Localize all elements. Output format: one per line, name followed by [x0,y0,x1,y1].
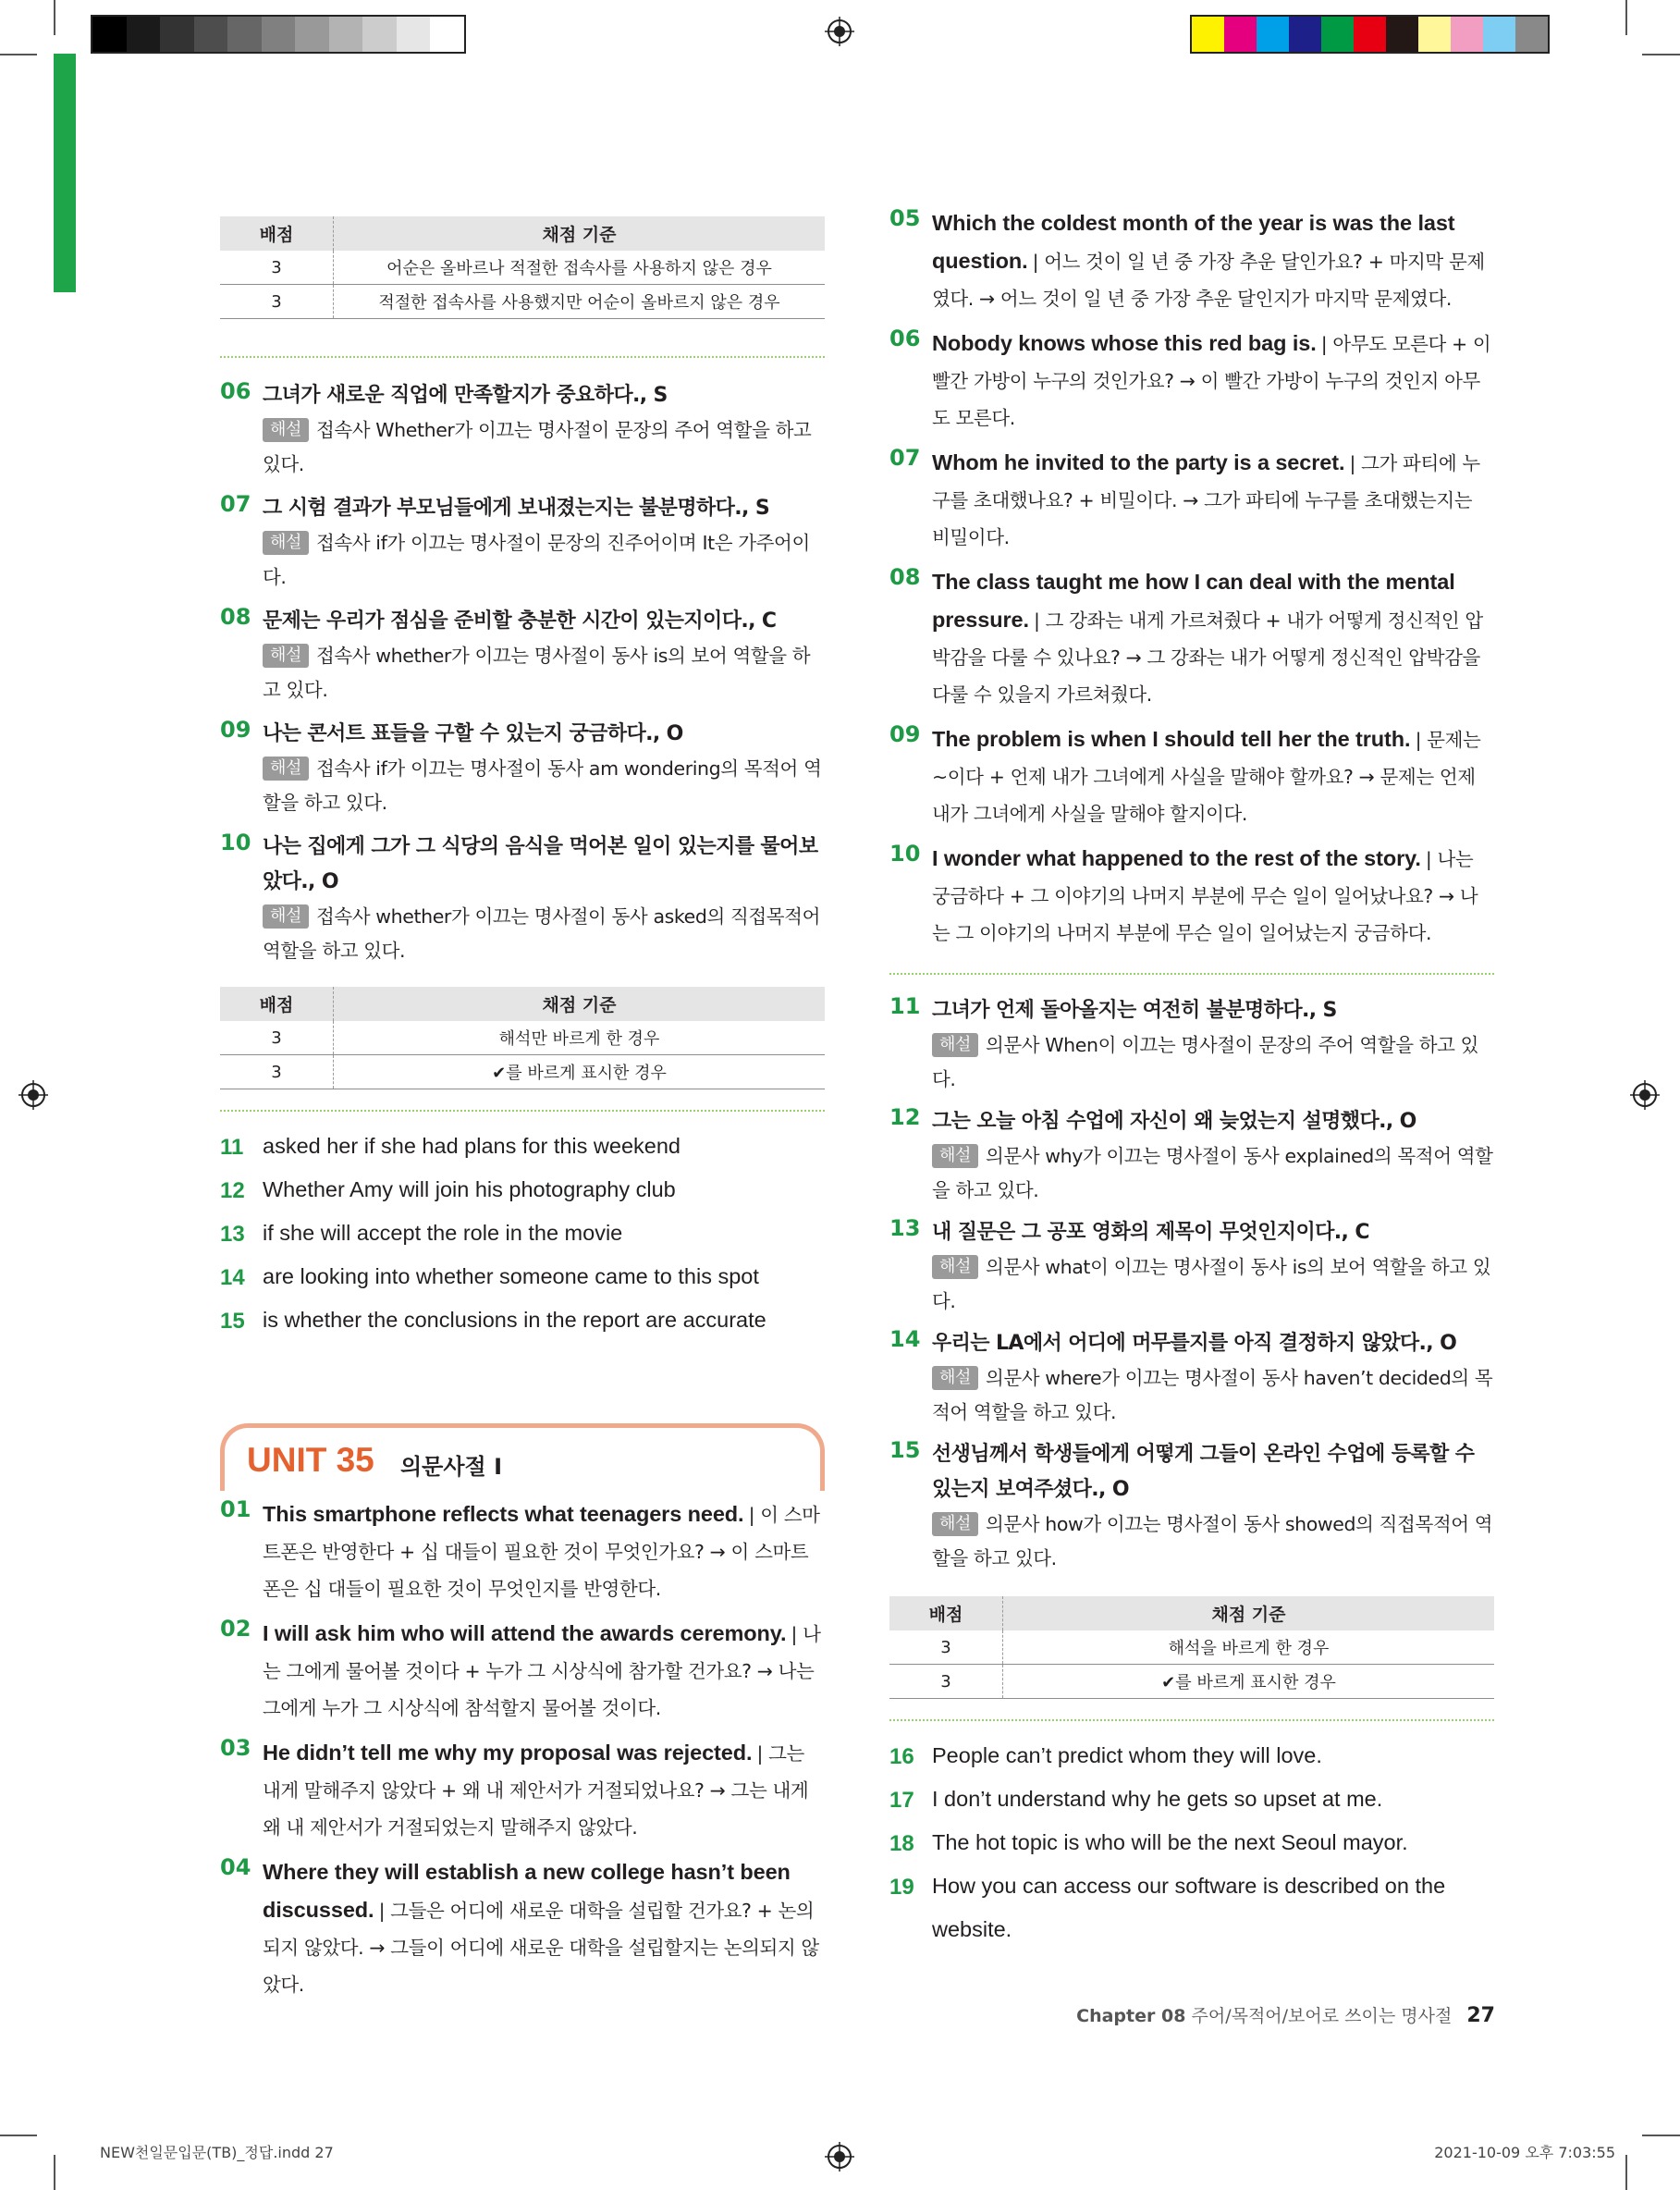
slug-datetime: 2021-10-09 오후 7:03:55 [1434,2144,1615,2161]
answer-text: The hot topic is who will be the next Seoul mayor. [932,1830,1408,1854]
explanation-text: 접속사 Whether가 이끄는 명사절이 문장의 주어 역할을 하고 있다. [263,419,812,475]
trim-mark [1642,2135,1680,2136]
unit-subtitle: 의문사절 Ⅰ [400,1454,503,1480]
answer-item [220,1125,825,1168]
item-number: 11 [220,1135,244,1160]
sentence-item [889,841,1494,953]
answer-line: 그녀가 언제 돌아올지는 여전히 불분명하다., S [932,999,1337,1022]
item-number: 13 [220,1222,245,1247]
answer-item [889,1864,1494,1951]
gray-swatch [430,17,464,52]
trim-mark [54,0,55,35]
table-cell: 어순은 올바르나 적절한 접속사를 사용하지 않은 경우 [334,251,826,285]
question-item [220,378,825,482]
gray-swatch [362,17,397,52]
english-sentence: I will ask him who will attend the awards ceremony. [263,1621,787,1645]
item-number: 12 [220,1178,245,1203]
item-number: 03 [220,1735,251,1761]
item-number: 06 [220,378,251,404]
answer-item [889,1821,1494,1864]
explanation [932,1250,1494,1319]
english-sentence: Nobody knows whose this red bag is. [932,331,1317,355]
table-cell: 3 [220,1055,334,1089]
table-header: 배점 [889,1596,1003,1630]
scoring-table [220,216,825,319]
explanation-badge: 해설 [263,531,309,555]
explanation [263,752,825,820]
explanation [263,639,825,707]
answer-line: 그는 오늘 아침 수업에 자신이 왜 늦었는지 설명했다., O [932,1110,1416,1133]
sentence-block [932,564,1494,714]
answer-line: 나는 집에게 그가 그 식당의 음식을 먹어본 일이 있는지를 물어보았다., O [263,835,818,893]
sentence-item [220,1735,825,1847]
korean-explanation: | 이 스마트폰은 반영한다 + 십 대들이 필요한 것이 무엇인가요? → 이 스마트폰은 십 대들이 필요한 것이 무엇인지를 반영한다. [263,1504,820,1600]
item-number: 04 [220,1854,251,1880]
explanation [932,1361,1494,1430]
answer-item [220,1255,825,1298]
answer-line: 문제는 우리가 점심을 준비할 충분한 시간이 있는지이다., C [263,609,777,633]
page-footer [1076,2002,1495,2027]
item-number: 18 [889,1831,914,1856]
left-column [220,216,825,2012]
korean-explanation: | 어느 것이 일 년 중 가장 추운 달인가요? + 마지막 문제였다. → 어느 것이 일 년 중 가장 추운 달인지가 마지막 문제였다. [932,251,1485,310]
item-number: 09 [220,717,251,743]
sentence-block [932,326,1494,437]
gray-swatch [160,17,194,52]
grayscale-color-bar [91,15,466,54]
table-header: 채점 기준 [1003,1596,1495,1630]
color-swatch [1354,17,1386,52]
color-swatch [1321,17,1354,52]
sentence-item [220,1616,825,1728]
explanation [263,900,825,968]
item-number: 06 [889,326,921,351]
answer-item [889,1778,1494,1821]
table-header: 배점 [220,987,334,1021]
table-row [220,1055,825,1089]
registration-mark-top [825,17,854,46]
sentence-block [263,1616,825,1728]
sentence-block [263,1735,825,1847]
color-swatch [1386,17,1418,52]
answer-item [220,1298,825,1342]
explanation [932,1028,1494,1097]
english-sentence: He didn’t tell me why my proposal was rejected. [263,1741,753,1765]
sentence-item [889,205,1494,318]
answer-item [220,1168,825,1212]
color-swatch [1483,17,1515,52]
answer-line: 나는 콘서트 표들을 구할 수 있는지 궁금하다., O [263,722,683,745]
english-sentence: Where they will establish a new college hasn’t been discussed. [263,1860,791,1922]
color-swatch [1289,17,1321,52]
item-number: 17 [889,1788,914,1813]
registration-mark-left [18,1080,48,1110]
item-number: 11 [889,993,921,1019]
color-swatch [1451,17,1483,52]
explanation-badge: 해설 [932,1366,978,1390]
table-row [220,1021,825,1055]
gray-swatch [92,17,127,52]
question-item [889,1215,1494,1319]
table-cell: ✔를 바르게 표시한 경우 [334,1055,826,1089]
trim-mark [0,2135,37,2136]
gray-swatch [227,17,262,52]
sentence-block [263,1496,825,1608]
sentence-item [889,445,1494,557]
table-cell: 3 [220,285,334,319]
gray-swatch [295,17,329,52]
explanation-badge: 해설 [263,757,309,781]
explanation [263,526,825,595]
gray-swatch [329,17,363,52]
item-number: 07 [220,491,251,517]
table-cell: 3 [220,1021,334,1055]
table-cell: 해석만 바르게 한 경우 [334,1021,826,1055]
sentence-block [932,445,1494,557]
registration-mark-bottom [825,2142,854,2172]
item-number: 15 [889,1437,921,1463]
explanation-badge: 해설 [263,418,309,442]
sentence-block [932,841,1494,953]
gray-swatch [262,17,296,52]
question-item [889,993,1494,1097]
divider [220,1110,825,1112]
answer-text: asked her if she had plans for this weekend [263,1134,681,1158]
explanation-badge: 해설 [932,1255,978,1279]
answer-item [889,1734,1494,1778]
gray-swatch [127,17,161,52]
table-cell: 3 [889,1630,1003,1665]
item-number: 12 [889,1104,921,1130]
slug-file: NEW천일문입문(TB)_정답.indd 27 [100,2144,334,2161]
answer-line: 그녀가 새로운 직업에 만족할지가 중요하다., S [263,384,668,407]
answer-text: is whether the conclusions in the report are accurate [263,1308,766,1332]
answer-line: 우리는 LA에서 어디에 머무를지를 아직 결정하지 않았다., O [932,1332,1457,1355]
english-sentence: I wonder what happened to the rest of the story. [932,846,1421,870]
explanation-text: 접속사 whether가 이끄는 명사절이 동사 is의 보어 역할을 하고 있다. [263,645,811,701]
color-swatch [1515,17,1548,52]
color-swatch [1418,17,1451,52]
question-item [220,491,825,595]
answer-text: Whether Amy will join his photography club [263,1177,676,1201]
sentence-block [263,1854,825,2004]
explanation [932,1507,1494,1576]
table-header: 배점 [220,216,334,251]
divider [889,973,1494,975]
explanation-text: 접속사 if가 이끄는 명사절이 동사 am wondering의 목적어 역할을 하고 있다. [263,757,822,814]
korean-explanation: | 나는 그에게 물어볼 것이다 + 누가 그 시상식에 참가할 건가요? → 나는 그에게 누가 그 시상식에 참석할지 물어볼 것이다. [263,1623,821,1719]
answer-line: 그 시험 결과가 부모님들에게 보내졌는지는 불분명하다., S [263,497,770,520]
explanation-text: 의문사 how가 이끄는 명사절이 동사 showed의 직접목적어 역할을 하고 있다. [932,1513,1493,1569]
answer-line: 선생님께서 학생들에게 어떻게 그들이 온라인 수업에 등록할 수 있는지 보여주셨다., O [932,1443,1475,1501]
item-number: 01 [220,1496,251,1522]
item-number: 02 [220,1616,251,1642]
sentence-item [220,1854,825,2004]
korean-explanation: | 그는 내게 말해주지 않았다 + 왜 내 제안서가 거절되었나요? → 그는 내게 왜 내 제안서가 거절되었는지 말해주지 않았다. [263,1742,809,1839]
table-cell: 적절한 접속사를 사용했지만 어순이 올바르지 않은 경우 [334,285,826,319]
scoring-table [220,987,825,1089]
table-cell: 3 [889,1665,1003,1699]
divider [889,1719,1494,1721]
table-cell: 3 [220,251,334,285]
answer-item [220,1212,825,1255]
english-sentence: The problem is when I should tell her the truth. [932,727,1411,751]
item-number: 19 [889,1875,914,1900]
table-header: 채점 기준 [334,987,826,1021]
item-number: 14 [220,1265,245,1290]
item-number: 07 [889,445,921,471]
explanation [932,1139,1494,1208]
chapter-tab [54,54,76,292]
scoring-table [889,1596,1494,1699]
chapter-title: 주어/목적어/보어로 쓰이는 명사절 [1191,2006,1453,2026]
answer-text: if she will accept the role in the movie [263,1221,623,1245]
english-sentence: The class taught me how I can deal with the mental pressure. [932,570,1455,632]
explanation-text: 접속사 whether가 이끄는 명사절이 동사 asked의 직접목적어 역할을 하고 있다. [263,905,820,962]
explanation-text: 의문사 why가 이끄는 명사절이 동사 explained의 목적어 역할을 하고 있다. [932,1145,1493,1201]
explanation-text: 접속사 if가 이끄는 명사절이 문장의 진주어이며 It은 가주어이다. [263,532,810,588]
question-item [889,1104,1494,1208]
explanation-text: 의문사 where가 이끄는 명사절이 동사 haven’t decided의 목적어 역할을 하고 있다. [932,1367,1493,1423]
answer-text: are looking into whether someone came to this spot [263,1264,759,1288]
answer-text: I don’t understand why he gets so upset at me. [932,1787,1383,1811]
item-number: 10 [889,841,921,867]
sentence-item [889,721,1494,833]
item-number: 09 [889,721,921,747]
table-row [889,1630,1494,1665]
english-sentence: Which the coldest month of the year is was the last question. [932,211,1455,273]
sentence-item [220,1496,825,1608]
item-number: 15 [220,1309,245,1334]
chapter-label: Chapter 08 [1076,2006,1186,2026]
trim-mark [54,2155,55,2190]
korean-explanation: | 그들은 어디에 새로운 대학을 설립할 건가요? + 논의되지 않았다. → 그들이 어디에 새로운 대학을 설립할지는 논의되지 않았다. [263,1900,819,1996]
answer-text: How you can access our software is described on the website. [932,1874,1446,1941]
answer-text: People can’t predict whom they will love. [932,1743,1322,1767]
color-swatch [1257,17,1289,52]
korean-explanation: | 그가 파티에 누구를 초대했나요? + 비밀이다. → 그가 파티에 누구를 초대했는지는 비밀이다. [932,452,1480,548]
process-color-bar [1190,15,1550,54]
sentence-item [889,326,1494,437]
item-number: 13 [889,1215,921,1241]
registration-mark-right [1630,1080,1660,1110]
english-sentence: This smartphone reflects what teenagers need. [263,1502,744,1526]
trim-mark [1642,54,1680,55]
explanation-badge: 해설 [932,1144,978,1168]
trim-mark [0,54,37,55]
item-number: 14 [889,1326,921,1352]
korean-explanation: | 그 강좌는 내게 가르쳐줬다 + 내가 어떻게 정신적인 압박감을 다룰 수 있나요? → 그 강좌는 내가 어떻게 정신적인 압박감을 다룰 수 있을지 가르쳐줬다. [932,609,1483,706]
question-item [220,717,825,820]
page-number: 27 [1466,2004,1495,2027]
explanation [263,413,825,482]
korean-explanation: | 아무도 모른다 + 이 빨간 가방이 누구의 것인가요? → 이 빨간 가방이 누구의 것인지 아무도 모른다. [932,333,1491,429]
explanation-badge: 해설 [932,1033,978,1057]
right-column [889,205,1494,1951]
explanation-text: 의문사 When이 이끄는 명사절이 문장의 주어 역할을 하고 있다. [932,1034,1479,1090]
unit-title: UNIT 35 [247,1441,374,1479]
explanation-badge: 해설 [932,1512,978,1536]
color-swatch [1192,17,1224,52]
table-header: 채점 기준 [334,216,826,251]
table-row [220,251,825,285]
item-number: 05 [889,205,921,231]
korean-explanation: | 나는 궁금하다 + 그 이야기의 나머지 부분에 무슨 일이 일어났나요? → 나는 그 이야기의 나머지 부분에 무슨 일이 일어났는지 궁금하다. [932,848,1478,944]
korean-explanation: | 문제는 ~이다 + 언제 내가 그녀에게 사실을 말해야 할까요? → 문제는 언제 내가 그녀에게 사실을 말해야 할지이다. [932,729,1481,825]
sentence-block [932,721,1494,833]
item-number: 16 [889,1744,914,1769]
explanation-badge: 해설 [263,644,309,668]
table-cell: 해석을 바르게 한 경우 [1003,1630,1495,1665]
item-number: 08 [220,604,251,630]
gray-swatch [397,17,431,52]
question-item [889,1437,1494,1576]
answer-line: 내 질문은 그 공포 영화의 제목이 무엇인지이다., C [932,1221,1369,1244]
color-swatch [1224,17,1257,52]
explanation-text: 의문사 what이 이끄는 명사절이 동사 is의 보어 역할을 하고 있다. [932,1256,1491,1312]
sentence-block [932,205,1494,318]
question-item [220,604,825,707]
item-number: 10 [220,830,251,855]
trim-mark [1625,0,1627,35]
table-row [220,285,825,319]
english-sentence: Whom he invited to the party is a secret. [932,450,1345,474]
trim-mark [1625,2155,1627,2190]
question-item [220,830,825,968]
question-item [889,1326,1494,1430]
item-number: 08 [889,564,921,590]
divider [220,356,825,358]
gray-swatch [194,17,228,52]
table-row [889,1665,1494,1699]
explanation-badge: 해설 [263,904,309,929]
table-cell: ✔를 바르게 표시한 경우 [1003,1665,1495,1699]
sentence-item [889,564,1494,714]
unit-header [220,1423,825,1491]
